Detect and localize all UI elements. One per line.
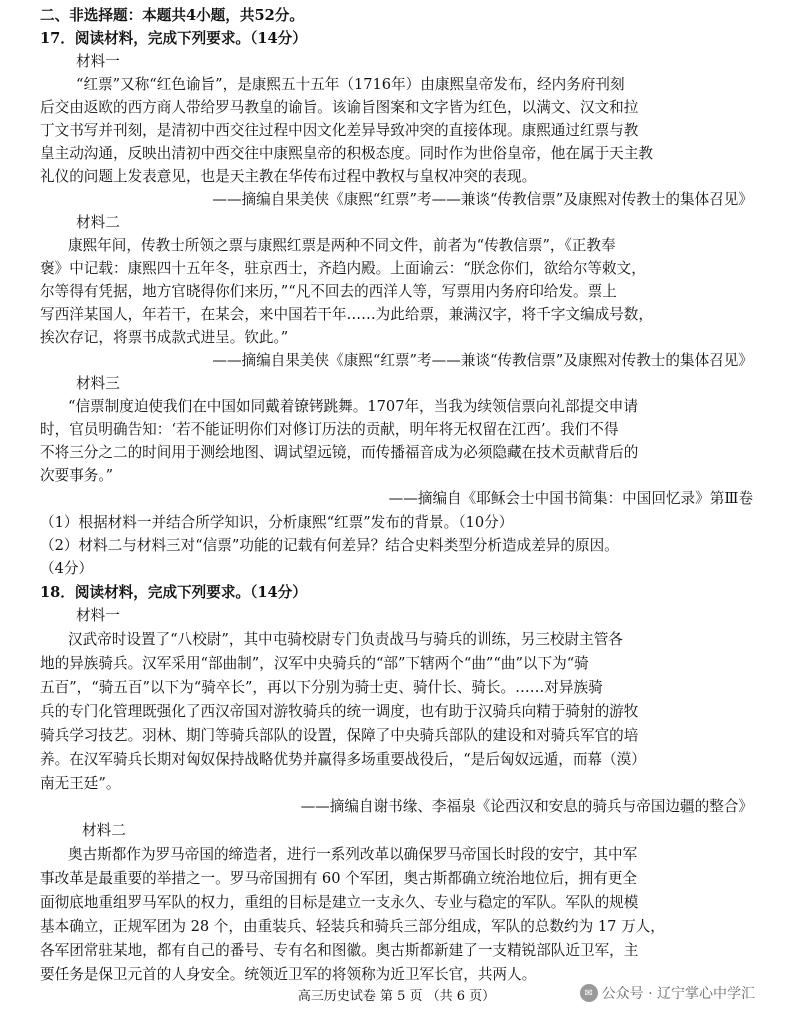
q18-m2-line: 要任务是保卫元首的人身安全。统领近卫军的将领称为近卫军长官，共两人。 bbox=[40, 966, 537, 983]
q18-m1-line: 南无王廷”。 bbox=[40, 775, 121, 792]
q17-m1-line: 丁文书写并刊刻，是清初中西交往过程中因文化差异导致冲突的直接体现。康熙通过红票与教 bbox=[40, 122, 639, 139]
q18-m2-line: 奥古斯都作为罗马帝国的缔造者，进行一系列改革以确保罗马帝国长时段的安宁，其中军 bbox=[68, 846, 638, 863]
q17-m1-source: ——摘编自果美侠《康熙“红票”考——兼谈“传教信票”及康熙对传教士的集体召见》 bbox=[212, 191, 753, 208]
q17-sub2-score: （4分） bbox=[40, 560, 94, 577]
q17-m2-line: 褒》中记载：康熙四十五年冬，驻京西士，齐趋内殿。上面谕云：“朕念你们，欲给尔等敕文， bbox=[40, 260, 646, 277]
q18-m2-line: 面彻底地重组罗马军队的权力，重组的目标是建立一支永久、专业与稳定的军队。军队的规模 bbox=[40, 894, 639, 911]
q17-m2-line: 挨次存记，将票书成款式进呈。钦此。” bbox=[40, 329, 289, 346]
q17-m3-source: ——摘编自《耶稣会士中国书简集：中国回忆录》第Ⅲ卷 bbox=[388, 490, 753, 507]
q17-m3-line: 时，官员明确告知：‘若不能证明你们对修订历法的贡献，明年将无权留在江西’。我们不得 bbox=[40, 421, 619, 438]
q17-m2-line: 写西洋某国人，年若干，在某会，来中国若干年……为此给票，兼满汉字，将千字文编成号数， bbox=[40, 306, 653, 323]
q18-m2-line: 各军团常驻某地，都有自己的番号、专有名和图徽。奥古斯都新建了一支精锐部队近卫军，主 bbox=[40, 942, 639, 959]
watermark-text: 公众号 · 辽宁掌心中学汇 bbox=[601, 986, 755, 1002]
q18-m1-label: 材料一 bbox=[76, 607, 120, 624]
q17-m3-line: 次要事务。” bbox=[40, 467, 114, 484]
q17-m3-label: 材料三 bbox=[76, 375, 120, 392]
q17-m1-line: 皇主动沟通，反映出清初中西交往中康熙皇帝的积极态度。同时作为世俗皇帝，他在属于天主教 bbox=[40, 145, 653, 162]
q18-m2-label: 材料二 bbox=[82, 822, 126, 839]
q17-m3-line: 不将三分之二的时间用于测绘地图、调试望远镜，而传播福音成为必须隐藏在技术贡献背后的 bbox=[40, 444, 639, 461]
q17-m1-line: 礼仪的问题上发表意见，也是天主教在华传布过程中教权与皇权冲突的表现。 bbox=[40, 168, 537, 185]
q17-sub1: （1）根据材料一并结合所学知识，分析康熙“红票”发布的背景。（10分） bbox=[40, 514, 514, 531]
q18-title: 18．阅读材料，完成下列要求。（14分） bbox=[40, 584, 307, 601]
section-header: 二、非选择题：本题共4小题，共52分。 bbox=[40, 7, 304, 24]
q18-m2-line: 基本确立，正规军团为 28 个，由重装兵、轻装兵和骑兵三部分组成，军队的总数约为 17 万人， bbox=[40, 918, 665, 935]
q18-m1-source: ——摘编自谢书缘、李福泉《论西汉和安息的骑兵与帝国边疆的整合》 bbox=[300, 798, 753, 815]
q17-m2-line: 尔等得有凭据，地方官晓得你们来历，”“凡不回去的西洋人等，写票用内务府印给发。票上 bbox=[40, 283, 617, 300]
q17-m2-line: 康熙年间，传教士所领之票与康熙红票是两种不同文件，前者为“传教信票”，《正教奉 bbox=[68, 237, 616, 254]
wechat-icon: ✉ bbox=[580, 984, 598, 1002]
q17-sub2: （2）材料二与材料三对“信票”功能的记载有何差异？结合史料类型分析造成差异的原因。 bbox=[40, 537, 619, 554]
q18-m1-line: 养。在汉军骑兵长期对匈奴保持战略优势并赢得多场重要战役后，“是后匈奴远遁，而幕（漠） bbox=[40, 751, 646, 768]
q17-m3-line: “信票制度迫使我们在中国如同戴着镣铐跳舞。1707年，当我为续领信票向礼部提交申请 bbox=[68, 398, 638, 415]
q17-title: 17．阅读材料，完成下列要求。（14分） bbox=[40, 30, 307, 47]
q18-m1-line: 地的异族骑兵。汉军采用“部曲制”，汉军中央骑兵的“部”下辖两个“曲”“曲”以下为“骑 bbox=[40, 655, 589, 672]
q17-m2-label: 材料二 bbox=[76, 214, 120, 231]
q17-m1-line: 后交由返欧的西方商人带给罗马教皇的谕旨。该谕旨图案和文字皆为红色，以满文、汉文和拉 bbox=[40, 99, 639, 116]
q18-m2-line: 事改革是最重要的举措之一。罗马帝国拥有 60 个军团，奥古斯都确立统治地位后，拥有更全 bbox=[40, 870, 638, 887]
page-footer: 高三历史试卷 第 5 页 （共 6 页） bbox=[297, 989, 496, 1004]
q18-m1-line: 五百”，“骑五百”以下为“骑卒长”，再以下分别为骑士吏、骑什长、骑长。……对异族骑 bbox=[40, 679, 603, 696]
q18-m1-line: 骑兵学习技艺。羽林、期门等骑兵部队的设置，保障了中央骑兵部队的建设和对骑兵军官的培 bbox=[40, 727, 639, 744]
q17-m2-source: ——摘编自果美侠《康熙“红票”考——兼谈“传教信票”及康熙对传教士的集体召见》 bbox=[212, 352, 753, 369]
q18-m1-line: 汉武帝时设置了“八校尉”，其中屯骑校尉专门负责战马与骑兵的训练，另三校尉主管各 bbox=[68, 631, 623, 648]
q17-m1-label: 材料一 bbox=[76, 53, 120, 70]
q17-m1-line: “红票”又称“红色谕旨”，是康熙五十五年（1716年）由康熙皇帝发布，经内务府刊刻 bbox=[76, 76, 625, 93]
q18-m1-line: 兵的专门化管理既强化了西汉帝国对游牧骑兵的统一调度，也有助于汉骑兵向精于骑射的游牧 bbox=[40, 703, 639, 720]
watermark bbox=[580, 983, 755, 1003]
